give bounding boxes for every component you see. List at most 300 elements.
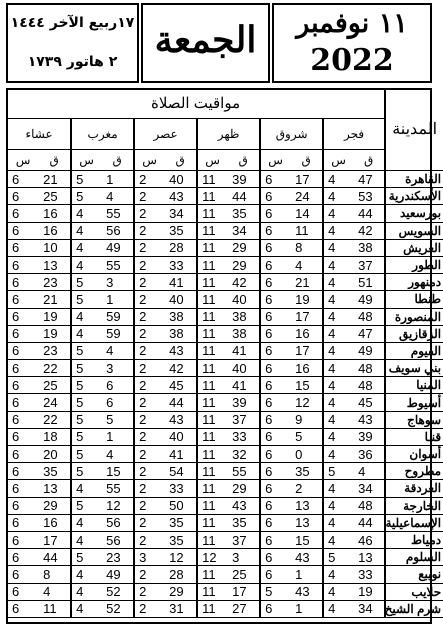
unit-minute-label: ق xyxy=(49,153,59,167)
hour-cell: 6 xyxy=(260,205,290,222)
table-row xyxy=(7,463,443,480)
hour-cell: 6 xyxy=(260,600,290,617)
minute-cell: 33 xyxy=(227,428,260,445)
minute-cell: 43 xyxy=(164,342,197,359)
minute-cell: 31 xyxy=(164,600,197,617)
hour-cell: 6 xyxy=(7,480,38,497)
table-row xyxy=(7,394,443,411)
hour-cell: 4 xyxy=(71,514,101,531)
minute-cell: 1 xyxy=(290,600,323,617)
minute-cell: 46 xyxy=(353,531,385,548)
unit-hour-label: س xyxy=(197,150,227,171)
hour-cell: 6 xyxy=(260,377,290,394)
table-row xyxy=(7,428,443,445)
day-name: الجمعة xyxy=(154,19,257,61)
minute-cell: 33 xyxy=(164,256,197,273)
minute-cell: 15 xyxy=(101,463,134,480)
hour-cell: 4 xyxy=(323,428,353,445)
unit-minute-label: ق xyxy=(363,153,374,167)
minute-cell: 29 xyxy=(227,480,260,497)
hour-cell: 4 xyxy=(323,325,353,342)
city-name: الفيوم xyxy=(385,342,443,359)
hour-cell: 5 xyxy=(323,463,353,480)
hour-cell: 11 xyxy=(197,360,227,377)
minute-cell: 21 xyxy=(38,291,71,308)
hour-cell: 6 xyxy=(7,325,38,342)
table-row xyxy=(7,566,443,583)
city-name: المنيا xyxy=(385,377,443,394)
hour-cell: 5 xyxy=(71,291,101,308)
minute-cell: 47 xyxy=(353,325,385,342)
minute-cell: 13 xyxy=(290,514,323,531)
hour-cell: 11 xyxy=(197,256,227,273)
city-name: القاهرة xyxy=(385,171,443,188)
table-row xyxy=(7,411,443,428)
prayer-header-asr: عصر xyxy=(134,119,197,150)
hour-cell: 5 xyxy=(71,463,101,480)
minute-cell: 39 xyxy=(227,394,260,411)
minute-cell: 48 xyxy=(353,308,385,325)
minute-cell: 35 xyxy=(227,205,260,222)
hour-cell: 6 xyxy=(7,446,38,463)
minute-cell: 42 xyxy=(164,360,197,377)
hour-cell: 6 xyxy=(7,514,38,531)
minute-cell: 28 xyxy=(164,239,197,256)
minute-cell: 13 xyxy=(290,497,323,514)
hour-cell: 2 xyxy=(134,428,164,445)
hour-cell: 11 xyxy=(197,325,227,342)
hour-cell: 6 xyxy=(260,463,290,480)
city-name: أسوان xyxy=(385,446,443,463)
hour-cell: 4 xyxy=(323,188,353,205)
minute-cell: 1 xyxy=(101,428,134,445)
minute-cell: 0 xyxy=(290,446,323,463)
minute-cell: 49 xyxy=(353,342,385,359)
city-name: الإسماعيلية xyxy=(385,515,442,530)
minute-cell: 5 xyxy=(290,428,323,445)
minute-cell: 1 xyxy=(101,171,134,188)
minute-cell: 44 xyxy=(38,549,71,566)
prayer-header-sunrise: شروق xyxy=(260,119,323,150)
minute-cell: 17 xyxy=(227,583,260,600)
hour-cell: 5 xyxy=(71,446,101,463)
hour-cell: 2 xyxy=(134,411,164,428)
hour-cell: 4 xyxy=(71,531,101,548)
minute-cell: 22 xyxy=(38,411,71,428)
city-name: أسيوط xyxy=(385,394,443,411)
table-row xyxy=(7,342,443,359)
hour-cell: 4 xyxy=(323,394,353,411)
minute-cell: 44 xyxy=(227,188,260,205)
minute-cell: 41 xyxy=(164,274,197,291)
minute-cell: 29 xyxy=(227,256,260,273)
minute-cell: 21 xyxy=(290,274,323,291)
hour-cell: 6 xyxy=(260,549,290,566)
hour-cell: 2 xyxy=(134,514,164,531)
minute-cell: 16 xyxy=(290,325,323,342)
table-row xyxy=(7,377,443,394)
unit-minute-label: ق xyxy=(175,153,185,167)
minute-cell: 44 xyxy=(353,205,385,222)
hour-cell: 6 xyxy=(7,239,38,256)
hour-cell: 6 xyxy=(7,205,38,222)
hour-cell: 6 xyxy=(260,222,290,239)
hour-cell: 5 xyxy=(71,188,101,205)
minute-cell: 40 xyxy=(164,291,197,308)
hour-cell: 5 xyxy=(71,549,101,566)
table-row xyxy=(7,325,443,342)
city-name: السويس xyxy=(385,222,443,239)
unit-row xyxy=(7,150,443,171)
table-row xyxy=(7,274,443,291)
hour-cell: 6 xyxy=(7,171,38,188)
minute-cell: 52 xyxy=(101,583,134,600)
minute-cell: 56 xyxy=(101,531,134,548)
hour-cell: 6 xyxy=(260,256,290,273)
hour-cell: 2 xyxy=(134,600,164,617)
hour-cell: 4 xyxy=(323,411,353,428)
hour-cell: 6 xyxy=(260,497,290,514)
hour-cell: 4 xyxy=(323,377,353,394)
minute-cell: 13 xyxy=(353,549,385,566)
minute-cell: 35 xyxy=(164,531,197,548)
hour-cell: 6 xyxy=(7,291,38,308)
hour-cell: 6 xyxy=(260,514,290,531)
hour-cell: 4 xyxy=(323,308,353,325)
city-name: قنـا xyxy=(385,428,443,445)
minute-cell: 13 xyxy=(38,480,71,497)
hour-cell: 4 xyxy=(71,600,101,617)
hour-cell: 4 xyxy=(71,480,101,497)
hour-cell: 4 xyxy=(323,514,353,531)
hour-cell: 6 xyxy=(260,480,290,497)
hour-cell: 6 xyxy=(7,360,38,377)
hour-cell: 2 xyxy=(134,531,164,548)
minute-cell: 54 xyxy=(164,463,197,480)
prayer-times-rows xyxy=(7,171,443,618)
minute-cell: 51 xyxy=(353,274,385,291)
minute-cell: 32 xyxy=(227,446,260,463)
minute-cell: 9 xyxy=(290,411,323,428)
minute-cell: 11 xyxy=(290,222,323,239)
unit-minute-label: ق xyxy=(238,153,248,167)
minute-cell: 17 xyxy=(290,342,323,359)
hour-cell: 6 xyxy=(260,394,290,411)
minute-cell: 19 xyxy=(290,291,323,308)
table-row xyxy=(7,446,443,463)
table-row xyxy=(7,222,443,239)
hour-cell: 6 xyxy=(260,188,290,205)
hour-cell: 5 xyxy=(71,377,101,394)
minute-cell: 39 xyxy=(227,171,260,188)
hour-cell: 6 xyxy=(260,308,290,325)
hour-cell: 4 xyxy=(71,205,101,222)
city-name: مطروح xyxy=(385,463,443,480)
table-row xyxy=(7,239,443,256)
city-name: بورسعيد xyxy=(385,205,443,222)
hour-cell: 2 xyxy=(134,360,164,377)
hour-cell: 6 xyxy=(260,360,290,377)
unit-hour-label: س xyxy=(134,150,164,171)
hour-cell: 2 xyxy=(134,583,164,600)
minute-cell: 40 xyxy=(164,428,197,445)
hour-cell: 11 xyxy=(197,308,227,325)
hour-cell: 6 xyxy=(260,291,290,308)
minute-cell: 48 xyxy=(353,360,385,377)
hour-cell: 11 xyxy=(197,188,227,205)
minute-cell: 35 xyxy=(290,463,323,480)
table-row xyxy=(7,549,443,566)
city-name: سوهاج xyxy=(385,411,443,428)
hour-cell: 6 xyxy=(7,222,38,239)
hour-cell: 6 xyxy=(7,549,38,566)
hour-cell: 4 xyxy=(323,205,353,222)
hour-cell: 2 xyxy=(134,463,164,480)
minute-cell: 37 xyxy=(353,256,385,273)
minute-cell: 25 xyxy=(38,188,71,205)
hour-cell: 3 xyxy=(134,549,164,566)
minute-cell: 41 xyxy=(164,446,197,463)
minute-cell: 19 xyxy=(38,325,71,342)
city-name: الطور xyxy=(385,256,443,273)
unit-hour-label: س xyxy=(260,150,290,171)
unit-hour-label: س xyxy=(323,150,353,171)
hour-cell: 6 xyxy=(260,239,290,256)
minute-cell: 4 xyxy=(353,463,385,480)
hour-cell: 6 xyxy=(7,497,38,514)
hour-cell: 4 xyxy=(71,256,101,273)
minute-cell: 59 xyxy=(101,308,134,325)
minute-cell: 4 xyxy=(290,256,323,273)
minute-cell: 25 xyxy=(38,377,71,394)
minute-cell: 40 xyxy=(227,291,260,308)
city-name: الغردقة xyxy=(385,480,443,497)
minute-cell: 45 xyxy=(164,377,197,394)
minute-cell: 16 xyxy=(38,205,71,222)
minute-cell: 36 xyxy=(353,446,385,463)
minute-cell: 23 xyxy=(101,549,134,566)
hour-cell: 2 xyxy=(134,497,164,514)
minute-cell: 42 xyxy=(227,274,260,291)
minute-cell: 38 xyxy=(227,308,260,325)
hour-cell: 6 xyxy=(7,583,38,600)
hour-cell: 6 xyxy=(7,256,38,273)
hour-cell: 2 xyxy=(134,394,164,411)
minute-cell: 35 xyxy=(164,514,197,531)
hour-cell: 2 xyxy=(134,222,164,239)
hour-cell: 11 xyxy=(197,514,227,531)
unit-minute-label: ق xyxy=(112,153,122,167)
minute-cell: 40 xyxy=(164,171,197,188)
hour-cell: 6 xyxy=(7,188,38,205)
minute-cell: 19 xyxy=(38,308,71,325)
hour-cell: 2 xyxy=(134,566,164,583)
minute-cell: 15 xyxy=(290,531,323,548)
minute-cell: 33 xyxy=(164,480,197,497)
city-name: دمنهور xyxy=(385,274,443,291)
minute-cell: 17 xyxy=(290,308,323,325)
table-row xyxy=(7,291,443,308)
minute-cell: 25 xyxy=(227,566,260,583)
hour-cell: 11 xyxy=(197,600,227,617)
minute-cell: 16 xyxy=(290,360,323,377)
minute-cell: 6 xyxy=(101,394,134,411)
hour-cell: 6 xyxy=(7,531,38,548)
minute-cell: 41 xyxy=(227,342,260,359)
minute-cell: 1 xyxy=(290,566,323,583)
hijri-date-box xyxy=(6,3,139,83)
minute-cell: 23 xyxy=(38,342,71,359)
city-name: بني سويف xyxy=(385,360,443,377)
hour-cell: 11 xyxy=(197,446,227,463)
hour-cell: 11 xyxy=(197,377,227,394)
minute-cell: 53 xyxy=(353,188,385,205)
minute-cell: 17 xyxy=(38,531,71,548)
city-name: الأسكندرية xyxy=(385,188,443,205)
hour-cell: 4 xyxy=(323,239,353,256)
hour-cell: 6 xyxy=(7,308,38,325)
minute-cell: 5 xyxy=(101,411,134,428)
minute-cell: 55 xyxy=(101,256,134,273)
table-title: مواقيت الصلاة xyxy=(7,88,385,119)
minute-cell: 13 xyxy=(38,256,71,273)
minute-cell: 43 xyxy=(290,549,323,566)
minute-cell: 17 xyxy=(290,171,323,188)
hour-cell: 4 xyxy=(71,566,101,583)
minute-cell: 52 xyxy=(101,600,134,617)
minute-cell: 35 xyxy=(227,514,260,531)
hour-cell: 4 xyxy=(71,308,101,325)
minute-cell: 55 xyxy=(101,205,134,222)
minute-cell: 56 xyxy=(101,222,134,239)
hour-cell: 5 xyxy=(71,411,101,428)
table-row xyxy=(7,480,443,497)
minute-cell: 43 xyxy=(164,188,197,205)
hour-cell: 12 xyxy=(197,549,227,566)
gregorian-day: ١١ نوفمبر xyxy=(296,8,408,39)
hour-cell: 2 xyxy=(134,325,164,342)
prayer-header-dhuhr: ظهر xyxy=(197,119,260,150)
hour-cell: 11 xyxy=(197,274,227,291)
hour-cell: 6 xyxy=(7,600,38,617)
city-name: الزقازيق xyxy=(385,325,443,342)
table-row xyxy=(7,188,443,205)
minute-cell: 40 xyxy=(227,360,260,377)
minute-cell: 34 xyxy=(227,222,260,239)
unit-hour-label: س xyxy=(71,150,101,171)
hour-cell: 6 xyxy=(7,463,38,480)
hour-cell: 4 xyxy=(323,480,353,497)
minute-cell: 29 xyxy=(227,239,260,256)
hour-cell: 2 xyxy=(134,291,164,308)
minute-cell: 4 xyxy=(101,342,134,359)
minute-cell: 3 xyxy=(227,549,260,566)
hour-cell: 11 xyxy=(197,171,227,188)
minute-cell: 15 xyxy=(290,377,323,394)
hour-cell: 4 xyxy=(323,566,353,583)
minute-cell: 29 xyxy=(164,583,197,600)
minute-cell: 55 xyxy=(101,480,134,497)
hour-cell: 2 xyxy=(134,171,164,188)
hour-cell: 11 xyxy=(197,205,227,222)
minute-cell: 22 xyxy=(38,360,71,377)
minute-cell: 42 xyxy=(353,222,385,239)
table-row xyxy=(7,360,443,377)
hour-cell: 6 xyxy=(260,274,290,291)
minute-cell: 14 xyxy=(290,205,323,222)
minute-cell: 37 xyxy=(227,531,260,548)
minute-cell: 49 xyxy=(101,239,134,256)
minute-cell: 8 xyxy=(38,566,71,583)
hour-cell: 6 xyxy=(7,411,38,428)
minute-cell: 20 xyxy=(38,446,71,463)
hour-cell: 6 xyxy=(7,342,38,359)
minute-cell: 3 xyxy=(101,274,134,291)
minute-cell: 43 xyxy=(227,497,260,514)
hour-cell: 5 xyxy=(71,360,101,377)
minute-cell: 43 xyxy=(290,583,323,600)
minute-cell: 50 xyxy=(164,497,197,514)
minute-cell: 27 xyxy=(227,600,260,617)
unit-hour-label: س xyxy=(7,150,38,171)
minute-cell: 16 xyxy=(38,514,71,531)
hour-cell: 4 xyxy=(323,222,353,239)
minute-cell: 8 xyxy=(290,239,323,256)
day-name-box xyxy=(141,3,270,83)
minute-cell: 38 xyxy=(164,308,197,325)
minute-cell: 38 xyxy=(164,325,197,342)
hour-cell: 11 xyxy=(197,342,227,359)
hour-cell: 6 xyxy=(260,171,290,188)
hour-cell: 6 xyxy=(260,566,290,583)
hour-cell: 4 xyxy=(71,583,101,600)
minute-cell: 43 xyxy=(353,411,385,428)
hour-cell: 2 xyxy=(134,256,164,273)
hour-cell: 5 xyxy=(71,342,101,359)
minute-cell: 11 xyxy=(38,600,71,617)
hour-cell: 11 xyxy=(197,463,227,480)
coptic-date: ٢ هاتور ١٧٣٩ xyxy=(27,54,118,70)
minute-cell: 59 xyxy=(101,325,134,342)
city-name: السلوم xyxy=(385,549,443,566)
hour-cell: 6 xyxy=(7,274,38,291)
table-row xyxy=(7,497,443,514)
hour-cell: 5 xyxy=(323,549,353,566)
hijri-date: ١٧ربيع الآخر ١٤٤٤ xyxy=(10,15,135,31)
minute-cell: 4 xyxy=(38,583,71,600)
table-row xyxy=(7,600,443,617)
city-name: طنطا xyxy=(385,291,443,308)
city-name: حلايب xyxy=(385,583,443,600)
gregorian-year: 2022 xyxy=(310,43,394,78)
minute-cell: 34 xyxy=(353,480,385,497)
minute-cell: 49 xyxy=(353,291,385,308)
city-column-header: المدينة xyxy=(385,88,443,171)
minute-cell: 2 xyxy=(290,480,323,497)
minute-cell: 3 xyxy=(101,360,134,377)
hour-cell: 5 xyxy=(260,583,290,600)
hour-cell: 6 xyxy=(260,411,290,428)
city-name: دمياط xyxy=(385,531,443,548)
minute-cell: 12 xyxy=(164,549,197,566)
minute-cell: 35 xyxy=(38,463,71,480)
hour-cell: 11 xyxy=(197,394,227,411)
hour-cell: 5 xyxy=(71,394,101,411)
hour-cell: 4 xyxy=(71,222,101,239)
minute-cell: 49 xyxy=(101,566,134,583)
unit-minute-label: ق xyxy=(301,153,311,167)
city-name: شرم الشيخ xyxy=(384,601,442,616)
